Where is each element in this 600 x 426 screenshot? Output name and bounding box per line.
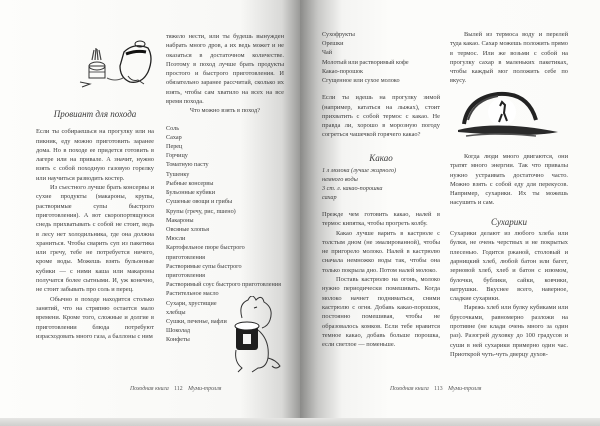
footer-title: Походная книга xyxy=(390,386,429,392)
list-item: Растворимый соус быстрого приготовления xyxy=(166,281,281,289)
page-bottom-edge xyxy=(0,418,600,426)
list-item: Овсяные хлопья xyxy=(166,225,209,233)
cocoa-title: Какао xyxy=(369,152,393,163)
list-item: Конфеты xyxy=(166,336,190,344)
left-page-footer xyxy=(130,386,221,392)
paragraph: Сухарики делают из любого хлеба или булки, не очень черствых и не покрытых плесенью. Годится ржаной, столовый и дарницкий хлеб, любой батон или багет, зерновой хлеб, хлеб и батон с изюмом, булочки, бублики, сайки, ковчики, ватрушки. Вкуснее всего, наверное, сладкие сухарики. xyxy=(450,230,568,303)
paragraph: Обычно в походе находится столько занятий, что на стряпню остается мало времени. Кроме того, сложные и долгие в приготовлении блюда потребуют израсходовать много газа, а баллоны с ним xyxy=(36,295,154,340)
list-question: Что можно взять в поход? xyxy=(189,107,261,115)
ingredient: сахар xyxy=(322,194,337,201)
list-item: Растительное масло xyxy=(166,290,219,298)
list-item: Сушки, печенье, вафли xyxy=(166,317,227,325)
ingredient: немного воды xyxy=(322,176,358,183)
paragraph: Прежде чем готовить какао, налей в термос кипятка, чтобы прогреть колбу. xyxy=(322,211,440,228)
paragraph: Поставь кастрюлю на огонь, молоко нужно периодически помешивать. Когда молоко начнет подниматься, сними кастрюлю с огня. Добавь какао-порошок, постоянно помешивая, чтобы не образовалось комков. Если тебе нравится темное какао, добавь больше порошка, если светлое — поменьше. xyxy=(322,276,440,349)
list-item: Сухари, хрустящие хлебцы xyxy=(166,299,217,316)
right-page-footer xyxy=(390,386,481,392)
cocoa-ingredients xyxy=(322,166,440,202)
figure-in-cave-arch-illustration xyxy=(458,90,562,138)
rusks-title: Сухарики xyxy=(491,216,527,227)
right-page xyxy=(300,0,600,420)
list-item: Мюсли xyxy=(166,235,186,243)
list-item: Крупы (гречу, рис, пшено) xyxy=(166,207,236,215)
paragraph: Если ты собираешься на прогулку или на пикник, еду можно приготовить заранее дома. Но в походе ее придется готовить в лагере или на привале. А значит, нужно взять с собой походную газовую горелку или научиться разводить костер. xyxy=(36,128,154,182)
footer-author: Муми-тролля xyxy=(448,386,482,392)
page-number: 112 xyxy=(174,386,183,392)
list-item: Орешки xyxy=(322,40,344,48)
paragraph: Когда люди много двигаются, они тратят много энергии. Так что привалы нужно устраивать достаточно часто. Можно взять с собой еду для перекусов. Например, сухарики. Их ты можешь насушить и сам. xyxy=(450,153,568,207)
list-item: Шоколад xyxy=(166,327,191,335)
list-item: Бульонные кубики xyxy=(166,189,216,197)
list-item: Перец xyxy=(166,143,183,151)
right-column-2-lower xyxy=(450,152,568,359)
paragraph: Из съестного лучше брать консервы и сухие продукты (макароны, крупы, растворимые супы быстрого приготовления). А вот скоропортящуюся снедь прихватывать с собой не стоит, ведь в лесу нет холодильника, где она должна храниться. Чтобы сварить суп из пакетика или гречу, тебе не потребуется ничего, кроме воды. Можешь взять бульонные кубики — с ними каша или макароны получатся более сытными. И, уж конечно, не стоит забывать про соль и перец. xyxy=(36,184,154,294)
camping-stove-and-kettle-illustration xyxy=(44,32,152,90)
list-item: Рыбные консервы xyxy=(166,179,214,187)
list-item: Картофельное пюре быстрого приготовления xyxy=(166,244,245,261)
footer-author: Муми-тролля xyxy=(188,386,222,392)
moomin-carrying-pot-illustration xyxy=(222,296,284,374)
list-item: Томатную пасту xyxy=(166,161,209,169)
right-column-2 xyxy=(450,30,568,86)
section-title: Провиант для похода xyxy=(53,109,137,119)
left-column-1 xyxy=(36,110,154,341)
paragraph: Если ты идешь на прогулку зимой (например, кататься на лыжах), стоит прихватить с собой термос с какао. Не правда ли, хорошо в морозную погоду согреться чашечкой горячего какао? xyxy=(322,94,440,139)
ingredient: 3 ст. л. какао-порошка xyxy=(322,185,383,192)
paragraph: тяжело нести, или ты будешь вынужден набрать много дров, а их ведь может и не оказаться в достаточном количестве. Поэтому в поход лучше брать продукты простого и быстрого приготовления. И обязательно заранее рассчитай, сколько их взять, чтобы сам хватило на всех на все время похода. xyxy=(166,33,284,106)
paragraph: Какао лучше варить в кастрюле с толстым дном (не эмалированной), чтобы не пригорело молоко. Налей в кастрюлю сначала немножко воды так, чтобы она только покрыла дно. Потом налей молоко. xyxy=(322,229,440,274)
list-item: Макароны xyxy=(166,216,194,224)
list-item: Молотый или растворимый кофе xyxy=(322,58,409,66)
list-item: Соль xyxy=(166,124,180,132)
list-item: Сушеные овощи и грибы xyxy=(166,198,233,206)
list-item: Тушенку xyxy=(166,170,190,178)
list-item: Сгущенное или сухое молоко xyxy=(322,77,400,85)
list-item: Сухофрукты xyxy=(322,31,355,38)
left-page xyxy=(0,0,300,420)
list-item: Растворимые супы быстрого приготовления xyxy=(166,262,242,279)
list-item: Сахар xyxy=(166,133,182,141)
list-item: Чай xyxy=(322,49,333,57)
food-list-continued xyxy=(322,30,440,85)
right-column-1 xyxy=(322,30,440,349)
paragraph: Нарежь хлеб или булку кубиками или брусочками, равномерно разложи на противне (не клади очень много за один раз). Разогрей духовку до 100 градусов и суши в ней сухарики примерно один час. Приоткрой чуть-чуть дверцу духов- xyxy=(450,304,568,358)
list-item: Горчицу xyxy=(166,152,188,160)
footer-title: Походная книга xyxy=(130,386,169,392)
paragraph: Вылей из термоса воду и перелей туда какао. Сахар можешь положить прямо в термос. Или же возьми с собой на прогулку сахар в маленьких пакетиках, чтобы каждый мог положить себе по вкусу. xyxy=(450,31,568,85)
ingredient: 1 л молока (лучше жирного) xyxy=(322,167,397,174)
list-item: Какао-порошок xyxy=(322,67,364,75)
page-number: 113 xyxy=(434,386,443,392)
